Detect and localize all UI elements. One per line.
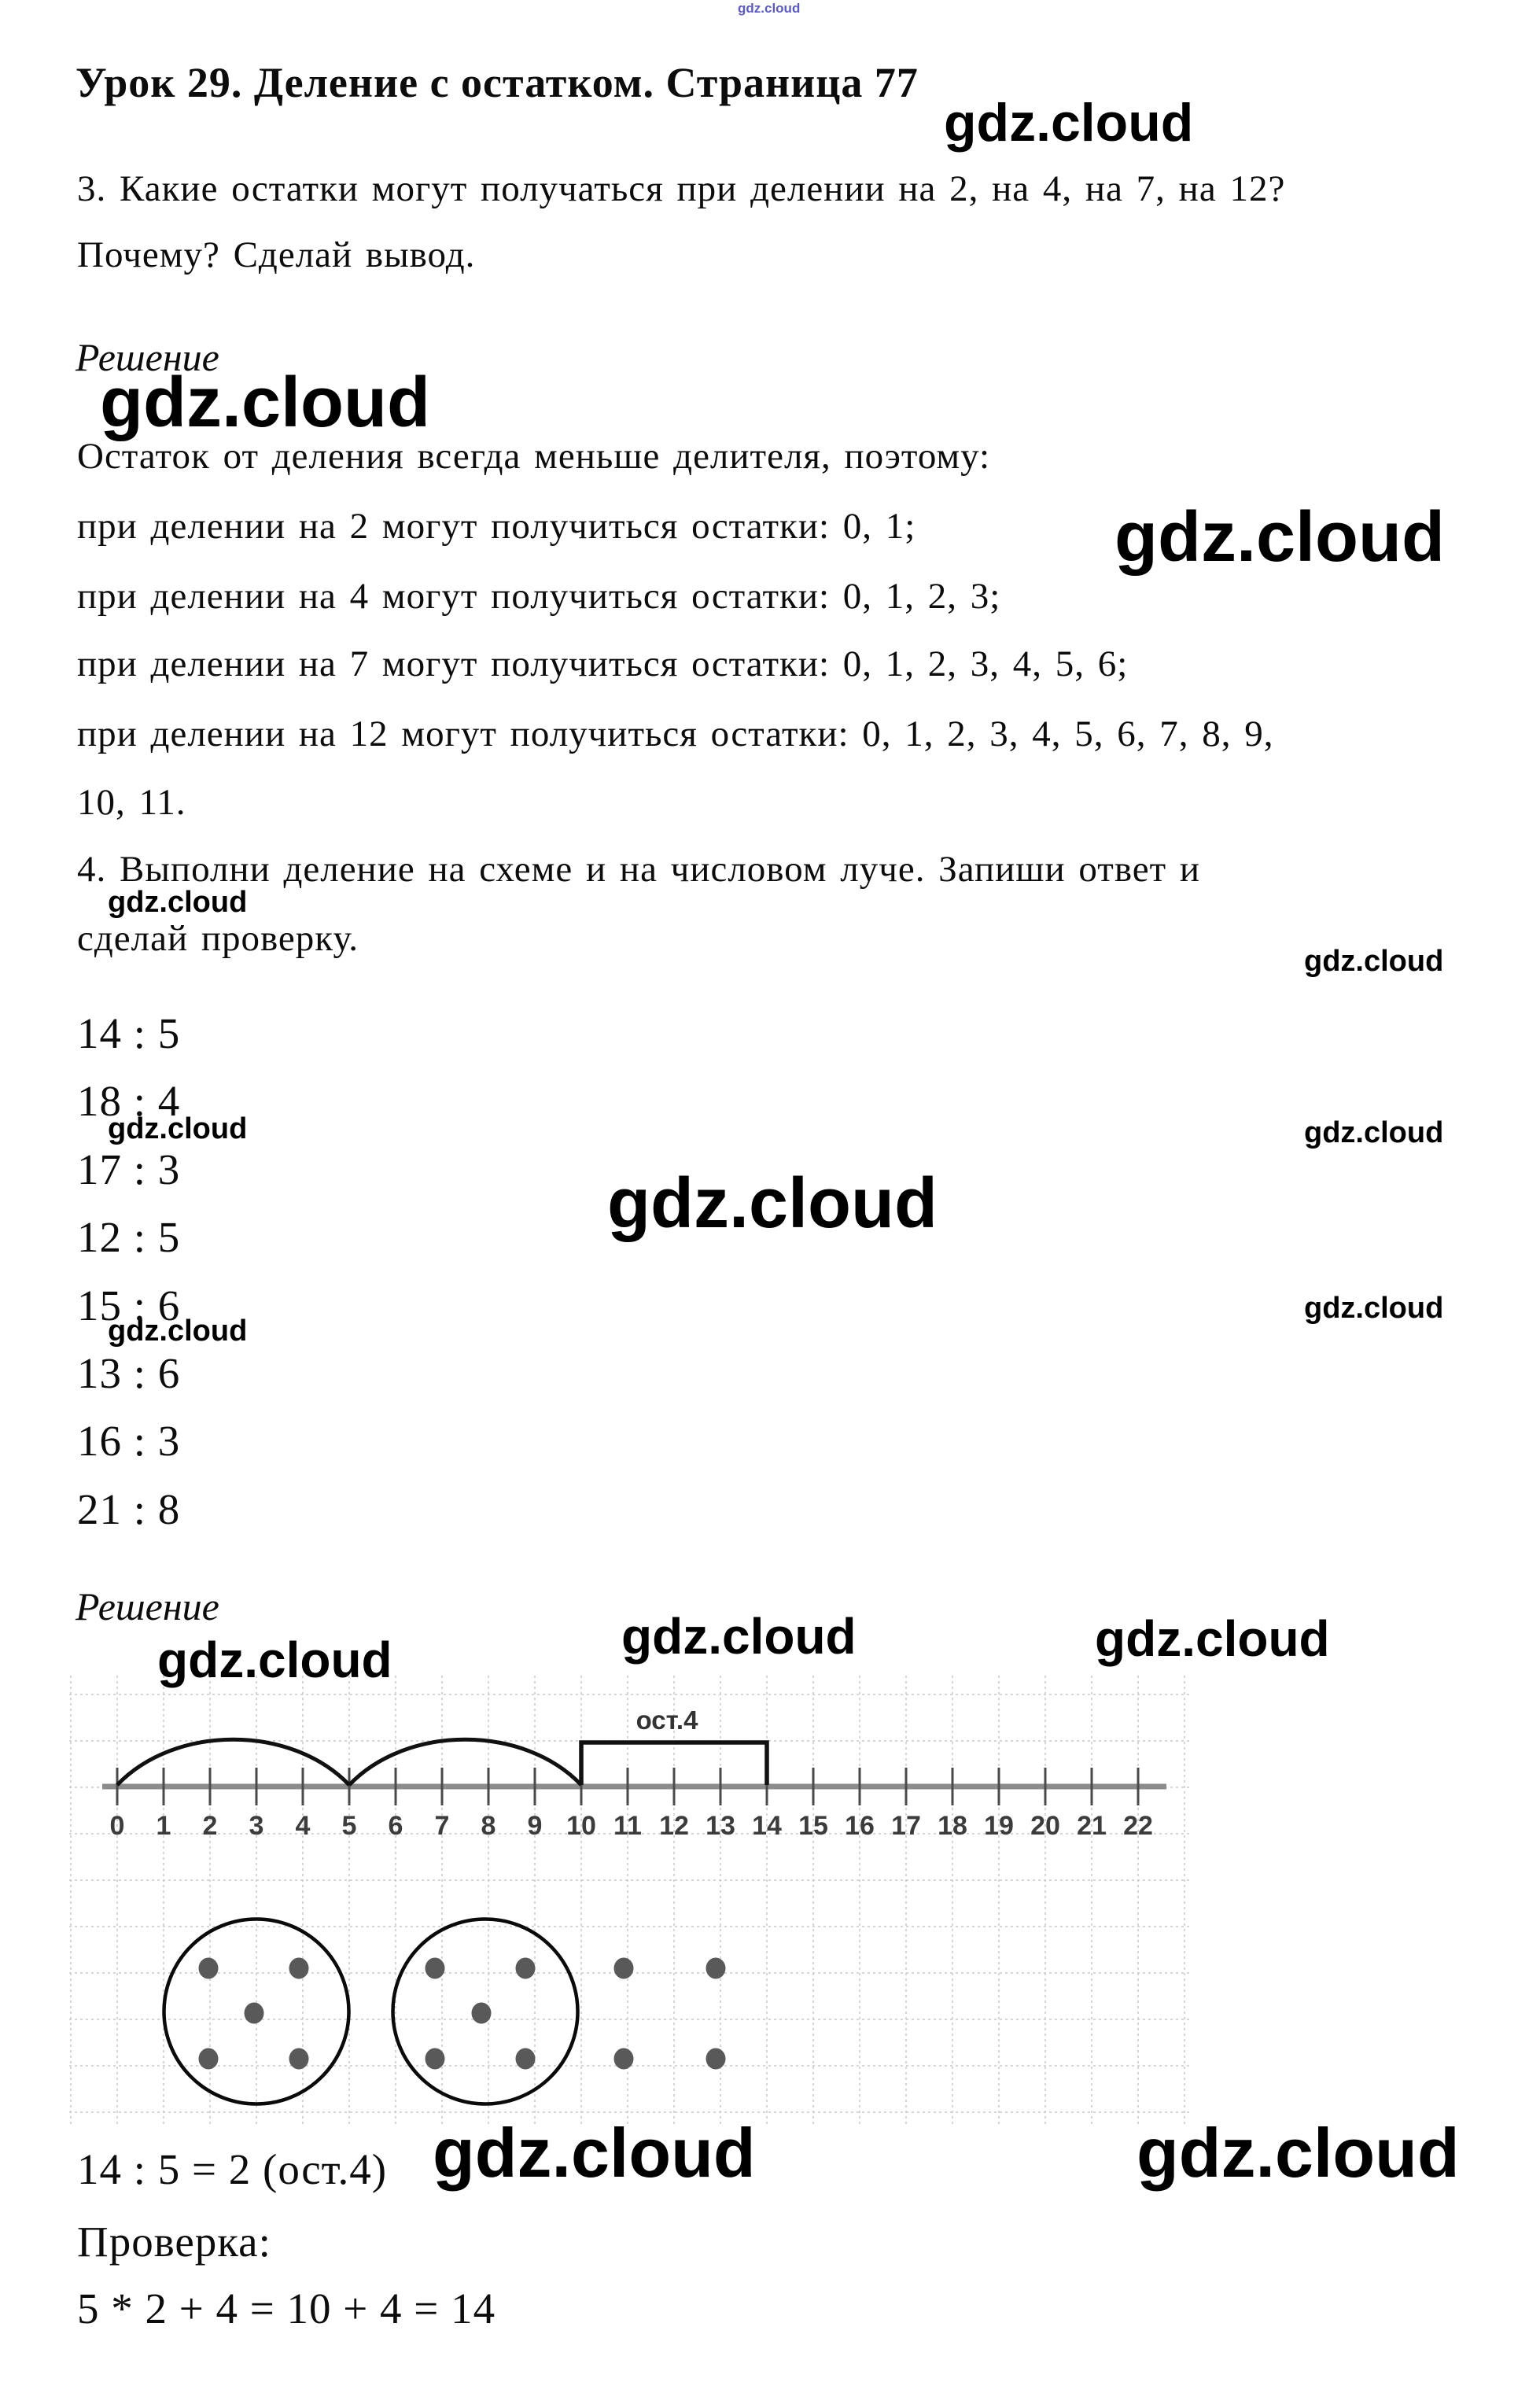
dot (706, 2048, 726, 2070)
dot (614, 2048, 634, 2070)
tick-label: 16 (845, 1811, 875, 1841)
watermark-gdz-cloud: gdz.cloud (607, 1164, 938, 1243)
watermark-gdz-cloud: gdz.cloud (1137, 2114, 1460, 2192)
watermark-gdz-cloud: gdz.cloud (738, 1, 801, 16)
tick-label: 21 (1077, 1811, 1107, 1841)
solution1-line: при делении на 7 могут получиться остатки: 0, 1, 2, 3, 4, 5, 6; (77, 643, 1129, 684)
answer-expression: 14 : 5 = 2 (ост.4) (77, 2145, 388, 2193)
watermark-gdz-cloud: gdz.cloud (108, 886, 248, 919)
dot (199, 2048, 219, 2070)
remainder-bracket-label: ост.4 (636, 1706, 698, 1735)
solution2-label: Решение (76, 1584, 219, 1628)
watermark-gdz-cloud: gdz.cloud (1114, 498, 1445, 577)
dot (472, 2003, 492, 2024)
division-task: 13 : 6 (77, 1349, 181, 1397)
number-line-figure (67, 1674, 1192, 2127)
watermark-gdz-cloud: gdz.cloud (1304, 1292, 1444, 1325)
tick-label: 13 (706, 1811, 735, 1841)
tick-label: 0 (109, 1811, 125, 1841)
tick-label: 19 (984, 1811, 1014, 1841)
problem3-text-line1: 3. Какие остатки могут получаться при делении на 2, на 4, на 7, на 12? (77, 168, 1286, 209)
tick-label: 1 (156, 1811, 171, 1841)
tick-label: 8 (481, 1811, 496, 1841)
check-expression: 5 * 2 + 4 = 10 + 4 = 14 (77, 2284, 496, 2332)
tick-label: 14 (752, 1811, 782, 1841)
division-task: 14 : 5 (77, 1009, 181, 1057)
dot (289, 1958, 309, 1979)
dot (516, 2048, 536, 2070)
tick-label: 6 (388, 1811, 403, 1841)
solution1-label: Решение (76, 335, 219, 379)
problem3-text-line2: Почему? Сделай вывод. (77, 234, 476, 275)
division-arc (349, 1739, 581, 1785)
solution1-line: Остаток от деления всегда меньше делителя, поэтому: (77, 436, 991, 477)
dot (199, 1958, 219, 1979)
tick-label: 10 (566, 1811, 596, 1841)
watermark-gdz-cloud: gdz.cloud (108, 1315, 248, 1348)
dot (614, 1958, 634, 1979)
division-task: 21 : 8 (77, 1485, 181, 1533)
division-task: 16 : 3 (77, 1417, 181, 1465)
solution1-line: при делении на 2 могут получиться остатки: 0, 1; (77, 506, 916, 547)
watermark-gdz-cloud: gdz.cloud (157, 1632, 392, 1688)
check-label: Проверка: (77, 2218, 271, 2266)
tick-label: 22 (1123, 1811, 1153, 1841)
tick-label: 15 (798, 1811, 828, 1841)
tick-label: 3 (249, 1811, 264, 1841)
division-arc (117, 1739, 349, 1785)
tick-label: 17 (891, 1811, 921, 1841)
dot (245, 2003, 264, 2024)
problem4-text-line2: сделай проверку. (77, 918, 359, 959)
dot (426, 1958, 445, 1979)
problem4-text-line1: 4. Выполни деление на схеме и на числовом луче. Запиши ответ и (77, 849, 1201, 890)
tick-label: 11 (613, 1811, 642, 1841)
watermark-gdz-cloud: gdz.cloud (1304, 1116, 1444, 1149)
dot (289, 2048, 309, 2070)
tick-label: 7 (434, 1811, 450, 1841)
watermark-gdz-cloud: gdz.cloud (1095, 1610, 1330, 1667)
division-task: 17 : 3 (77, 1145, 181, 1193)
tick-label: 18 (938, 1811, 967, 1841)
tick-label: 20 (1030, 1811, 1060, 1841)
page-title: Урок 29. Деление с остатком. Страница 77 (76, 59, 919, 106)
watermark-gdz-cloud: gdz.cloud (108, 1112, 248, 1145)
tick-label: 4 (295, 1811, 311, 1841)
tick-label: 5 (341, 1811, 357, 1841)
solution1-line: 10, 11. (77, 782, 186, 823)
dot (426, 2048, 445, 2070)
watermark-gdz-cloud: gdz.cloud (100, 363, 430, 442)
solution1-line: при делении на 4 могут получиться остатки: 0, 1, 2, 3; (77, 576, 1001, 617)
division-task: 18 : 4 (77, 1077, 181, 1125)
dot (516, 1958, 536, 1979)
tick-label: 2 (202, 1811, 218, 1841)
tick-label: 9 (527, 1811, 543, 1841)
watermark-gdz-cloud: gdz.cloud (433, 2114, 756, 2192)
solution1-line: при делении на 12 могут получиться остатки: 0, 1, 2, 3, 4, 5, 6, 7, 8, 9, (77, 714, 1274, 754)
watermark-gdz-cloud: gdz.cloud (944, 93, 1194, 153)
tick-label: 12 (659, 1811, 689, 1841)
watermark-gdz-cloud: gdz.cloud (621, 1608, 857, 1665)
watermark-gdz-cloud: gdz.cloud (1304, 945, 1444, 978)
division-task: 15 : 6 (77, 1281, 181, 1329)
dot (706, 1958, 726, 1979)
division-task: 12 : 5 (77, 1213, 181, 1261)
